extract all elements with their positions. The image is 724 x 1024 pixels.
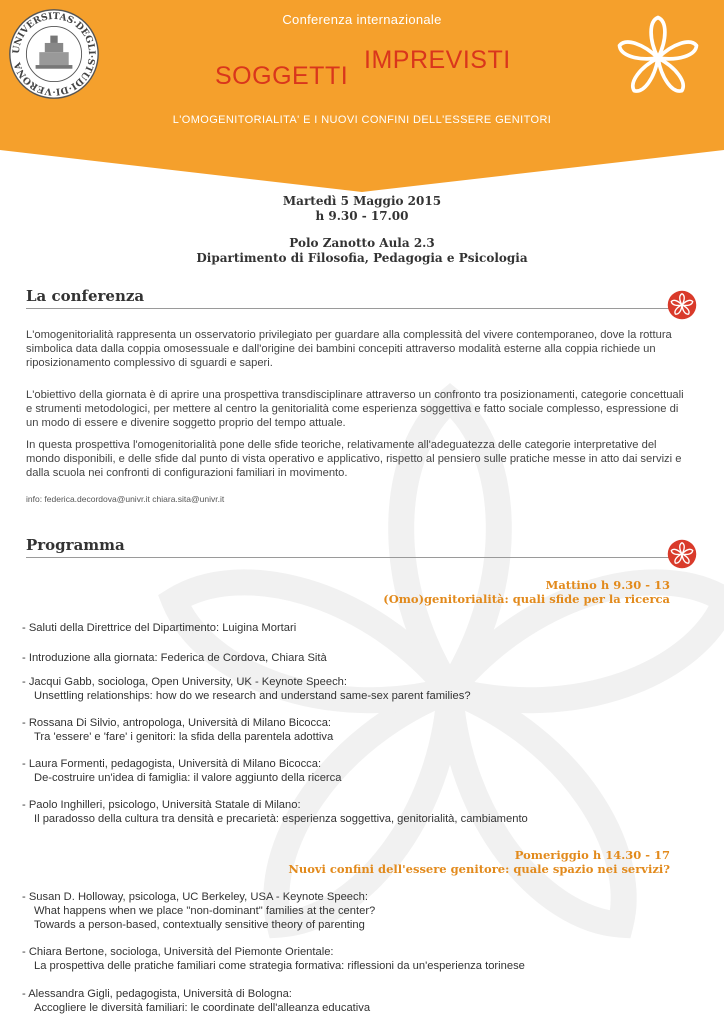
contact-info: info: federica.decordova@univr.it chiara.sita@univr.it	[26, 494, 225, 504]
event-info	[0, 194, 724, 266]
section-divider	[26, 557, 676, 558]
morning-session-header	[383, 578, 670, 606]
afternoon-session-theme: Nuovi confini dell'essere genitore: quale spazio nei servizi?	[288, 862, 670, 876]
afternoon-session-header	[288, 848, 670, 876]
programme-item: - Paolo Inghilleri, psicologo, Università Statale di Milano: Il paradosso della cultura tra densità e precarietà: esperienza soggettiva, genitorialità, cambiamento	[22, 799, 528, 825]
event-venue: Polo Zanotto Aula 2.3	[289, 236, 435, 250]
programme-item: - Alessandra Gigli, pedagogista, Università di Bologna: Accogliere le diversità familiari: le coordinate dell'alleanza educativa	[22, 988, 371, 1014]
section-divider	[26, 308, 676, 309]
conference-subtitle: L'OMOGENITORIALITA' E I NUOVI CONFINI DELL'ESSERE GENITORI	[172, 114, 552, 126]
seal-text: UNIVERSITAS·DEGLI·STUDI·DI·VERONA	[10, 10, 98, 98]
morning-session-theme: (Omo)genitorialità: quali sfide per la ricerca	[383, 592, 670, 606]
programme-item: - Introduzione alla giornata: Federica de Cordova, Chiara Sità	[22, 652, 327, 664]
flower-badge-icon	[667, 539, 697, 569]
event-department: Dipartimento di Filosofia, Pedagogia e Psicologia	[196, 251, 528, 265]
programme-item: - Susan D. Holloway, psicologa, UC Berkeley, USA - Keynote Speech: What happens when we place "non-dominant" families at the center? Towards a person-based, contextually sensitive theory of parenting	[22, 891, 376, 931]
programme-item: - Rossana Di Silvio, antropologa, Università di Milano Bicocca: Tra 'essere' e 'fare' i genitori: la sfida della parentela adottiva	[22, 717, 334, 743]
morning-session-time: Mattino h 9.30 - 13	[545, 578, 670, 592]
section-title-conferenza: La conferenza	[26, 287, 145, 305]
flower-badge-icon	[667, 290, 697, 320]
programme-item: - Chiara Bertone, sociologa, Università del Piemonte Orientale: La prospettiva delle pratiche familiari come strategia formativa: riflessioni da un'esperienza torinese	[22, 946, 525, 972]
conference-paragraph-1: L'omogenitorialità rappresenta un osservatorio privilegiato per guardare alla complessità del vivere contemporaneo, dove la rottura simbolica data dalla coppia omosessuale e dall'origine dei bambini concepiti attraverso modalità esterne alla coppia richiede un riposizionamento complessivo di sguardi e saperi.	[26, 329, 672, 369]
programme-item: - Laura Formenti, pedagogista, Università di Milano Bicocca: De-costruire un'idea di famiglia: il valore aggiunto della ricerca	[22, 758, 342, 784]
event-time: h 9.30 - 17.00	[315, 209, 409, 223]
section-title-programma: Programma	[26, 536, 125, 554]
programme-item: - Saluti della Direttrice del Dipartimento: Luigina Mortari	[22, 622, 297, 634]
conference-type-label: Conferenza internazionale	[282, 12, 442, 27]
event-date: Martedì 5 Maggio 2015	[282, 194, 442, 208]
conference-paragraph-3: In questa prospettiva l'omogenitorialità pone delle sfide teoriche, relativamente all'adeguatezza delle categorie interpretative del mondo disponibili, e delle sfide dal punto di vista operativo e applicativo, rispetto al pensiero sulle pratiche messe in atto dai servizi e dalla scuola nei confronti di configurazioni familiari in movimento.	[26, 439, 682, 479]
title-word-imprevisti: IMPREVISTI	[364, 46, 511, 74]
afternoon-session-time: Pomeriggio h 14.30 - 17	[514, 848, 670, 862]
programme-item: - Jacqui Gabb, sociologa, Open University, UK - Keynote Speech: Unsettling relationships: how do we research and understand same-sex parent families?	[22, 676, 471, 702]
conference-paragraph-2: L'obiettivo della giornata è di aprire una prospettiva transdisciplinare attraverso un confronto tra posizionamenti, categorie concettuali e strumenti metodologici, per mettere al centro la genitorialità come esperienza soggettiva e fatto sociale complesso, espressione di un modo di essere e divenire soggetto proprio del tempo attuale.	[26, 389, 684, 429]
title-word-soggetti: SOGGETTI	[215, 62, 349, 90]
header-chevron	[0, 150, 724, 192]
